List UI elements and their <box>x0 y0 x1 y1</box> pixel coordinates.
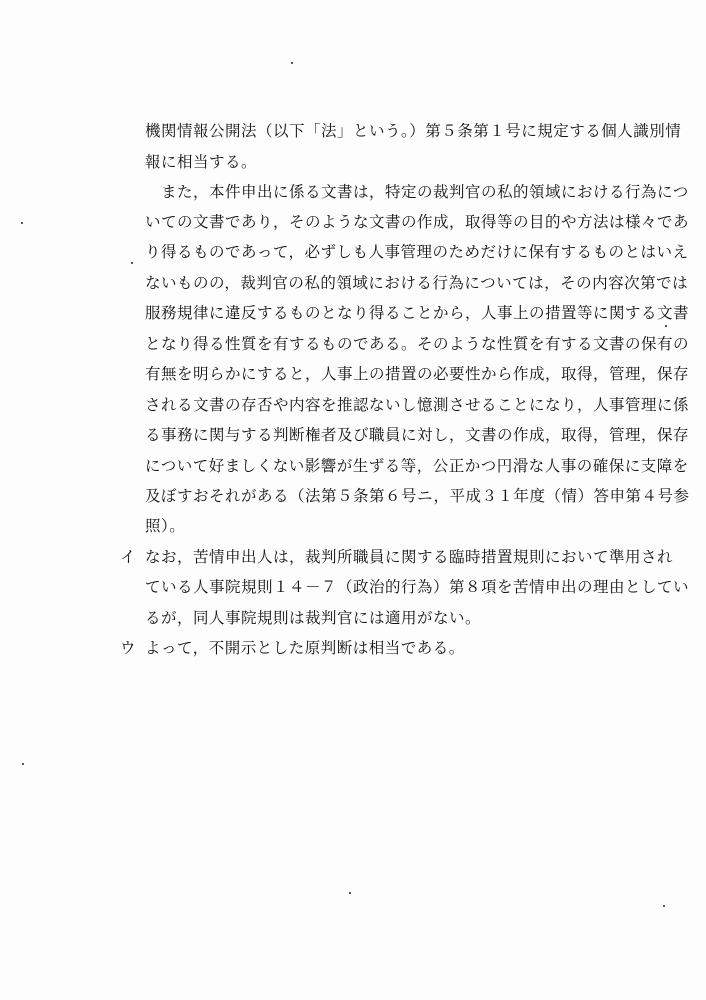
text-line-12: について好ましくない影響が生ずる等，公正かつ円滑な人事の確保に支障を <box>145 457 689 475</box>
item-marker-i: イ <box>120 548 136 566</box>
scan-speck <box>21 222 23 224</box>
text-line-3: また，本件申出に係る文書は，特定の裁判官の私的領域における行為につ <box>145 183 689 201</box>
text-line-17: るが，同人事院規則は裁判官には適用がない。 <box>145 609 482 627</box>
text-line-4: いての文書であり，そのような文書の作成，取得等の目的や方法は様々であ <box>145 213 690 231</box>
text-line-14: 照）。 <box>145 517 186 535</box>
scan-speck <box>291 62 293 64</box>
text-line-10: される文書の存否や内容を推認ないし憶測させることになり，人事管理に係 <box>145 396 690 414</box>
text-line-9: 有無を明らかにすると，人事上の措置の必要性から作成，取得，管理，保存 <box>145 365 690 383</box>
text-line-1: 機関情報公開法（以下「法」という。）第５条第１号に規定する個人識別情 <box>145 122 682 140</box>
text-line-18: よって，不開示とした原判断は相当である。 <box>145 639 465 657</box>
item-marker-u: ウ <box>120 639 136 657</box>
text-line-13: 及ぼすおそれがある（法第５条第６号ニ，平成３１年度（情）答申第４号参 <box>145 487 690 505</box>
scan-speck <box>665 325 667 327</box>
scan-speck <box>131 262 133 264</box>
text-line-7: 服務規律に違反するものとなり得ることから，人事上の措置等に関する文書 <box>145 304 690 322</box>
scan-speck <box>349 892 351 894</box>
text-line-5: り得るものであって，必ずしも人事管理のためだけに保有するものとはいえ <box>145 243 689 261</box>
text-line-15: なお，苦情申出人は，裁判所職員に関する臨時措置規則において準用され <box>145 548 674 566</box>
scan-speck <box>22 763 24 765</box>
text-line-6: ないものの，裁判官の私的領域における行為については，その内容次第では <box>145 274 689 292</box>
text-line-2: 報に相当する。 <box>145 153 258 171</box>
text-line-16: ている人事院規則１４－７（政治的行為）第８項を苦情申出の理由としてい <box>145 578 690 596</box>
text-line-11: る事務に関与する判断権者及び職員に対し，文書の作成，取得，管理，保存 <box>145 426 690 444</box>
text-line-8: となり得る性質を有するものである。そのような性質を有する文書の保有の <box>145 335 690 353</box>
scan-speck <box>663 905 665 907</box>
